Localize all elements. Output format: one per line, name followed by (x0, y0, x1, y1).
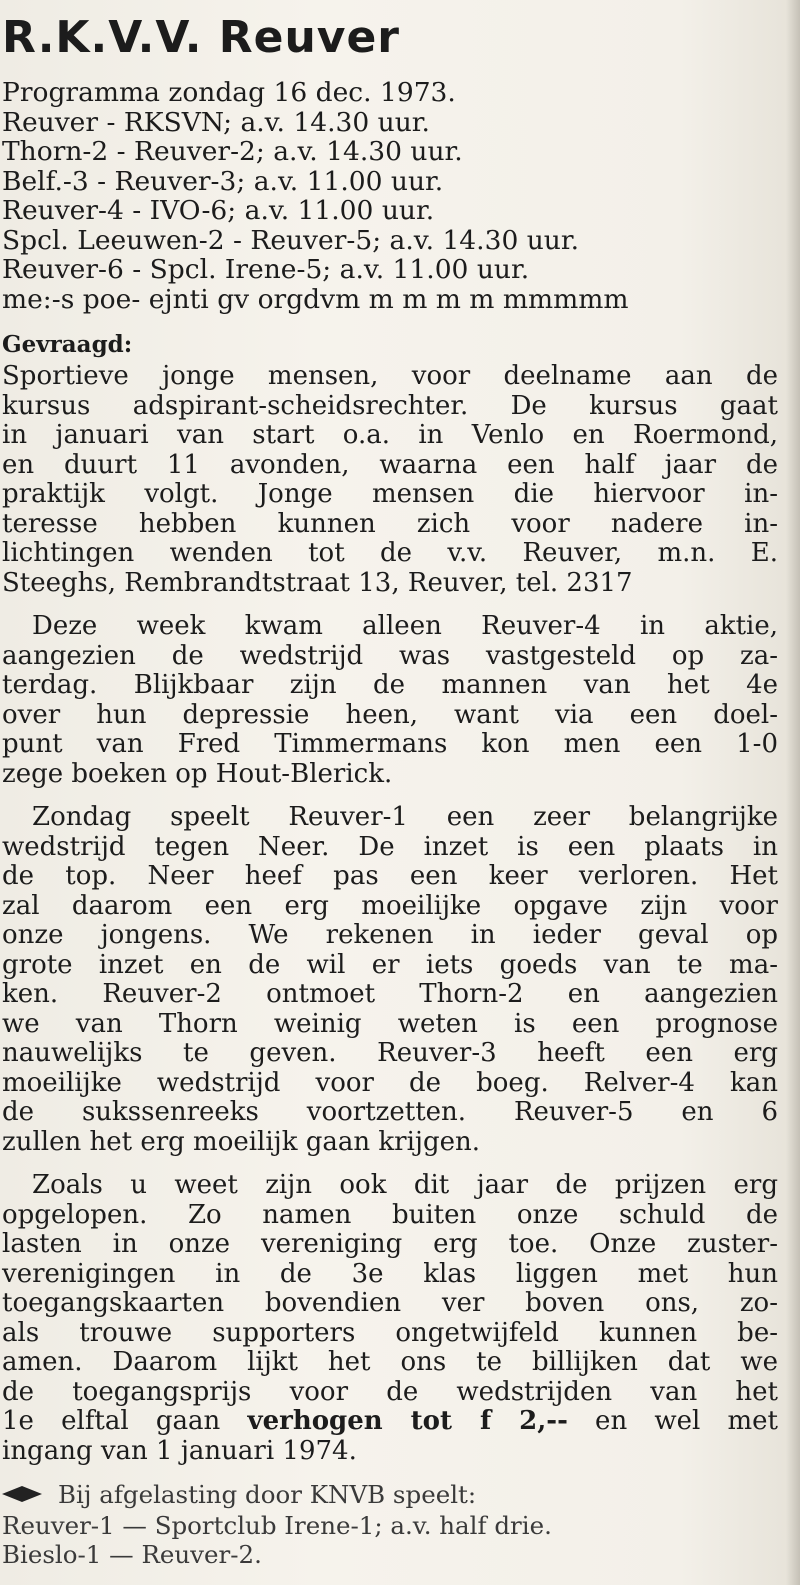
match-line: Reuver - RKSVN; a.v. 14.30 uur. (2, 106, 430, 138)
text-line: wedstrijd tegen Neer. De inzet is een plaats in (2, 831, 778, 862)
text-line: we van Thorn weinig weten is een prognose (2, 1008, 778, 1039)
text-line: nauwelijks te geven. Reuver-3 heeft een erg (2, 1038, 778, 1068)
text-line: Sportieve jonge mensen, voor deelname aan de (2, 361, 778, 391)
program-title: Programma zondag 16 dec. 1973. (2, 77, 456, 108)
match-line: Thorn-2 - Reuver-2; a.v. 14.30 uur. (2, 136, 463, 167)
notice-heading: Bij afgelasting door KNVB speelt: (58, 1480, 477, 1509)
text-line: toegangskaarten bovendien ver boven ons, zo- (2, 1288, 778, 1318)
text-line: kursus adspirant-scheidsrechter. De kursus gaat (2, 390, 778, 421)
text-line: in januari van start o.a. in Venlo en Roermond, (2, 420, 778, 450)
paragraph-sunday-preview (2, 803, 778, 1157)
text-line: ken. Reuver-2 ontmoet Thorn-2 en aangezien (2, 979, 778, 1009)
text-line: grote inzet en de wil er iets goeds van te ma- (2, 949, 778, 980)
text-line: verenigingen in de 3e klas liggen met hun (2, 1258, 778, 1289)
four-point-arrow-icon (2, 1482, 48, 1511)
text-line: aangezien de wedstrijd was vastgesteld op za- (2, 640, 778, 671)
notice-line (2, 1480, 778, 1511)
price-increase-text: verhogen tot f 2,-- (247, 1406, 568, 1436)
match-program (2, 78, 778, 314)
text-line-price (2, 1407, 778, 1437)
text-line: als trouwe supporters ongetwijfeld kunnen be- (2, 1317, 778, 1348)
club-headline: R.K.V.V. Reuver (2, 12, 401, 63)
text-line: amen. Daarom lijkt het ons te billijken dat we (2, 1347, 778, 1377)
notice-line: Bieslo-1 — Reuver-2. (2, 1540, 262, 1569)
wanted-section (2, 330, 778, 598)
text-line: lichtingen wenden tot de v.v. Reuver, m.n. E. (2, 538, 778, 568)
paragraph-week-report (2, 612, 778, 789)
text-line: zal daarom een erg moeilijke opgave zijn voor (2, 890, 778, 921)
text-line: opgelopen. Zo namen buiten onze schuld de (2, 1199, 778, 1230)
price-trail-text: en wel met (567, 1406, 779, 1436)
match-line: Belf.-3 - Reuver-3; a.v. 11.00 uur. (2, 165, 444, 197)
text-line: ingang van 1 januari 1974. (2, 1435, 357, 1466)
notice-line: Reuver-1 — Sportclub Irene-1; a.v. half drie. (2, 1511, 552, 1540)
text-line: Zoals u weet zijn ook dit jaar de prijzen erg (32, 1170, 778, 1200)
text-line: teresse hebben kunnen zich voor nadere in- (2, 508, 778, 539)
wanted-heading: Gevraagd: (2, 331, 133, 358)
paragraph-ticket-prices (2, 1171, 778, 1466)
text-line: en duurt 11 avonden, waarna een half jaar de (2, 449, 778, 480)
text-line: de sukssenreeks voortzetten. Reuver-5 en 6 (2, 1097, 778, 1127)
text-line: zege boeken op Hout-Blerick. (2, 758, 393, 789)
text-line: moeilijke wedstrijd voor de boeg. Relver-4 kan (2, 1067, 778, 1098)
text-line: terdag. Blijkbaar zijn de mannen van het 4e (2, 670, 778, 700)
text-line: de toegangsprijs voor de wedstrijden van het (2, 1376, 778, 1407)
text-line: Steeghs, Rembrandtstraat 13, Reuver, tel. 2317 (2, 567, 633, 598)
text-line: praktijk volgt. Jonge mensen die hiervoor in- (2, 479, 778, 509)
text-line: punt van Fred Timmermans kon men een 1-0 (2, 729, 778, 759)
wanted-body (2, 362, 778, 598)
text-line: de top. Neer heef pas een keer verloren. Het (2, 861, 778, 891)
match-line: Reuver-4 - IVO-6; a.v. 11.00 uur. (2, 195, 435, 226)
text-line: over hun depressie heen, want via een doel- (2, 699, 778, 730)
text-line: lasten in onze vereniging erg toe. Onze zuster- (2, 1229, 778, 1259)
cancellation-notice (2, 1480, 778, 1569)
match-line: Spcl. Leeuwen-2 - Reuver-5; a.v. 14.30 uur. (2, 224, 580, 256)
text-line: Deze week kwam alleen Reuver-4 in aktie, (32, 611, 778, 641)
garbled-print-line: me:-s poe- ejnti gv orgdvm m m m m mmmmm (2, 283, 629, 315)
text-line: Zondag speelt Reuver-1 een zeer belangrijke (32, 802, 778, 832)
match-line: Reuver-6 - Spcl. Irene-5; a.v. 11.00 uur. (2, 254, 530, 285)
text-line: zullen het erg moeilijk gaan krijgen. (2, 1126, 481, 1157)
price-lead-text: 1e elftal gaan (2, 1406, 248, 1436)
text-line: onze jongens. We rekenen in ieder geval op (2, 920, 778, 950)
